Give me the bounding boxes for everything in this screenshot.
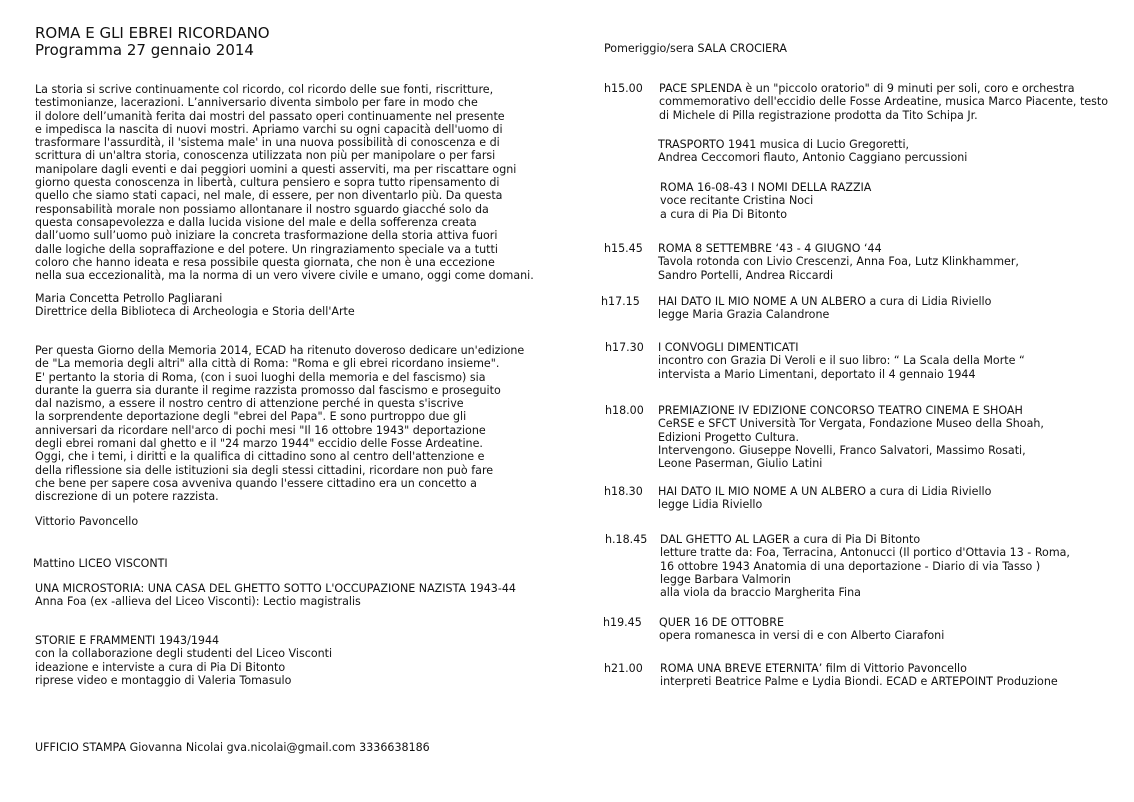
event-line: ROMA 16-08-43 I NOMI DELLA RAZZIA	[660, 181, 872, 194]
morning-item-title: UNA MICROSTORIA: UNA CASA DEL GHETTO SOTTO L'OCCUPAZIONE NAZISTA 1943-44	[35, 582, 516, 595]
event-details	[660, 533, 1070, 599]
event-details	[658, 404, 1044, 470]
intro-line: questa consapevolezza e dalla lucida visione del male e della sofferenza creata	[35, 215, 477, 229]
morning-item-subtitle: Anna Foa (ex -allieva del Liceo Visconti): Lectio magistralis	[35, 595, 361, 609]
morning-heading: Mattino LICEO VISCONTI	[33, 557, 168, 570]
event-time: h17.30	[605, 341, 644, 354]
document-subtitle: Programma 27 gennaio 2014	[35, 41, 254, 59]
intro-line: manipolare dagli eventi e dai peggiori uomini a questi asserviti, ma per riscattare ogni	[35, 162, 517, 176]
event-details	[659, 616, 944, 643]
morning-item-line: ideazione e interviste a cura di Pia Di Bitonto	[35, 660, 286, 674]
second-line: E' pertanto la storia di Roma, (con i suoi luoghi della memoria e del fascismo) sia	[35, 370, 486, 384]
event-line: ROMA UNA BREVE ETERNITA’ film di Vittorio Pavoncello	[660, 662, 967, 675]
intro-line: trasformare l'assurdità, il 'sistema male' in una nuova possibilità di conoscenza e di	[35, 136, 500, 150]
second-line: degli ebrei romani dal ghetto e il "24 marzo 1944" eccidio delle Fosse Ardeatine.	[35, 437, 483, 451]
event-line: PACE SPLENDA è un "piccolo oratorio" di 9 minuti per soli, coro e orchestra	[659, 82, 1075, 95]
author-role: Direttrice della Biblioteca di Archeologia e Storia dell'Arte	[35, 305, 355, 319]
event-line: HAI DATO IL MIO NOME A UN ALBERO a cura di Lidia Riviello	[658, 485, 992, 498]
event-details	[658, 295, 991, 322]
second-line: anniversari da ricordare nell'arco di pochi mesi "Il 16 ottobre 1943" deportazione	[35, 423, 486, 437]
event-line: Andrea Ceccomori flauto, Antonio Caggiano percussioni	[658, 151, 968, 165]
event-line: intervista a Mario Limentani, deportato il 4 gennaio 1944	[658, 367, 976, 381]
intro-line: responsabilità morale non possiamo allontanare il nostro sguardo giacché solo da	[35, 202, 489, 216]
event-line: DAL GHETTO AL LAGER a cura di Pia Di Bitonto	[660, 533, 921, 546]
second-line: de "La memoria degli altri" alla città di Roma: "Roma e gli ebrei ricordano insieme".	[35, 357, 500, 371]
event-line: a cura di Pia Di Bitonto	[660, 207, 787, 221]
morning-item-line: riprese video e montaggio di Valeria Tomasulo	[35, 673, 292, 687]
intro-line: scrittura di un'altra storia, conoscenza utilizzata non più per manipolare o per farsi	[35, 149, 496, 163]
morning-item-2	[35, 634, 332, 687]
second-paragraph	[35, 344, 524, 504]
event-line: letture tratte da: Foa, Terracina, Antonucci (Il portico d'Ottavia 13 - Roma,	[660, 546, 1070, 560]
second-line: che bene per sapere cosa avveniva quando l'essere cittadino era un concetto a	[35, 476, 477, 490]
event-line: TRASPORTO 1941 musica di Lucio Gregoretti,	[658, 138, 910, 151]
intro-author	[35, 292, 355, 319]
intro-line: e impedisca la nascita di nuovi mostri. Apriamo varchi su ogni capacità dell'uomo di	[35, 122, 503, 136]
event-line: Tavola rotonda con Livio Crescenzi, Anna Foa, Lutz Klinkhammer,	[658, 255, 1019, 269]
second-line: durante la guerra sia durante il regime razzista promosso dal fascismo e proseguito	[35, 383, 501, 397]
event-line: legge Lidia Riviello	[658, 498, 763, 512]
event-line: ROMA 8 SETTEMBRE ‘43 - 4 GIUGNO ‘44	[658, 242, 882, 255]
second-line: discrezione di un potere razzista.	[35, 490, 219, 504]
event-line: di Michele di Pilla registrazione prodotta da Tito Schipa Jr.	[659, 108, 978, 122]
morning-item-line: STORIE E FRAMMENTI 1943/1944	[35, 634, 220, 647]
event-details	[658, 485, 991, 512]
event-time: h21.00	[604, 662, 643, 675]
morning-item-line: con la collaborazione degli studenti del Liceo Visconti	[35, 647, 333, 661]
second-line: Per questa Giorno della Memoria 2014, ECAD ha ritenuto doveroso dedicare un'edizione	[35, 344, 525, 357]
event-line: legge Maria Grazia Calandrone	[658, 308, 830, 322]
event-time: h15.45	[604, 242, 643, 255]
event-line: voce recitante Cristina Noci	[660, 194, 814, 208]
event-line: 16 ottobre 1943 Anatomia di una deportazione - Diario di via Tasso )	[660, 559, 1041, 573]
second-author: Vittorio Pavoncello	[35, 515, 139, 528]
intro-line: La storia si scrive continuamente col ricordo, col ricordo delle sue fonti, riscritture,	[35, 83, 494, 96]
event-line: opera romanesca in versi di e con Alberto Ciarafoni	[659, 629, 945, 643]
document-title: ROMA E GLI EBREI RICORDANO	[35, 24, 270, 42]
event-time: h15.00	[604, 82, 643, 95]
intro-line: testimonianze, lacerazioni. L’anniversario diventa simbolo per fare in modo che	[35, 96, 478, 110]
event-time: h.18.45	[605, 533, 648, 546]
intro-line: il dolore dell’umanità ferita dai mostri del passato operi continuamente nel presente	[35, 109, 505, 123]
second-line: della riflessione sia delle istituzioni sia degli stessi cittadini, ricordare non può fare	[35, 463, 494, 477]
intro-line: dalle logiche della sopraffazione e del potere. Un ringraziamento speciale va a tutti	[35, 242, 498, 256]
event-line: Edizioni Progetto Cultura.	[658, 430, 800, 444]
event-line: Sandro Portelli, Andrea Riccardi	[658, 268, 834, 282]
event-line: I CONVOGLI DIMENTICATI	[658, 341, 799, 354]
intro-line: giorno questa conoscenza in libertà, cultura pensiero e sopra tutto ripensamento di	[35, 176, 500, 190]
intro-line: coloro che hanno ideata e resa possibile questa giornata, che non è una eccezione	[35, 255, 495, 269]
event-line: incontro con Grazia Di Veroli e il suo libro: “ La Scala della Morte “	[658, 354, 1025, 368]
event-time: h18.30	[604, 485, 643, 498]
event-line: legge Barbara Valmorin	[660, 572, 791, 586]
event-time: h18.00	[605, 404, 644, 417]
event-time: h17.15	[601, 295, 640, 308]
press-office-footer: UFFICIO STAMPA Giovanna Nicolai gva.nicolai@gmail.com 3336638186	[35, 741, 430, 754]
event-line: PREMIAZIONE IV EDIZIONE CONCORSO TEATRO CINEMA E SHOAH	[658, 404, 1023, 417]
event-line: interpreti Beatrice Palme e Lydia Biondi. ECAD e ARTEPOINT Produzione	[660, 675, 1058, 689]
second-line: la sorprendente deportazione degli "ebrei del Papa". E sono purtroppo due gli	[35, 410, 467, 424]
event-details	[658, 138, 967, 165]
event-line: commemorativo dell'eccidio delle Fosse Ardeatine, musica Marco Piacente, testo	[659, 95, 1109, 109]
event-details	[658, 341, 1025, 381]
event-time: h19.45	[603, 616, 642, 629]
intro-line: nella sua eccezionalità, ma la norma di un vero vivere civile e umano, oggi come domani.	[35, 269, 534, 283]
event-details	[659, 82, 1108, 122]
event-line: CeRSE e SFCT Università Tor Vergata, Fondazione Museo della Shoah,	[658, 417, 1044, 431]
intro-line: dall’uomo sull’uomo può iniziare la concreta trasformazione della storia attiva fuori	[35, 229, 498, 243]
event-line: HAI DATO IL MIO NOME A UN ALBERO a cura di Lidia Riviello	[658, 295, 992, 308]
intro-paragraph	[35, 83, 534, 282]
afternoon-heading: Pomeriggio/sera SALA CROCIERA	[604, 42, 787, 55]
event-details	[658, 242, 1019, 282]
event-line: alla viola da braccio Margherita Fina	[660, 586, 861, 600]
intro-line: quello che siamo stati capaci, nel male, di essere, per non diventarlo più. Da questa	[35, 189, 503, 203]
morning-item-1	[35, 582, 516, 609]
event-line: Intervengono. Giuseppe Novelli, Franco Salvatori, Massimo Rosati,	[658, 443, 1026, 457]
event-details	[660, 662, 1058, 689]
author-name: Maria Concetta Petrollo Pagliarani	[35, 292, 223, 305]
event-details	[660, 181, 871, 221]
second-line: dal nazismo, a essere il nostro centro di attenzione perché in questa s'iscrive	[35, 397, 464, 411]
event-line: Leone Paserman, Giulio Latini	[658, 457, 823, 471]
second-line: Oggi, che i temi, i diritti e la qualifica di cittadino sono al centro dell'attenzione e	[35, 450, 485, 464]
event-line: QUER 16 DE OTTOBRE	[659, 616, 784, 629]
